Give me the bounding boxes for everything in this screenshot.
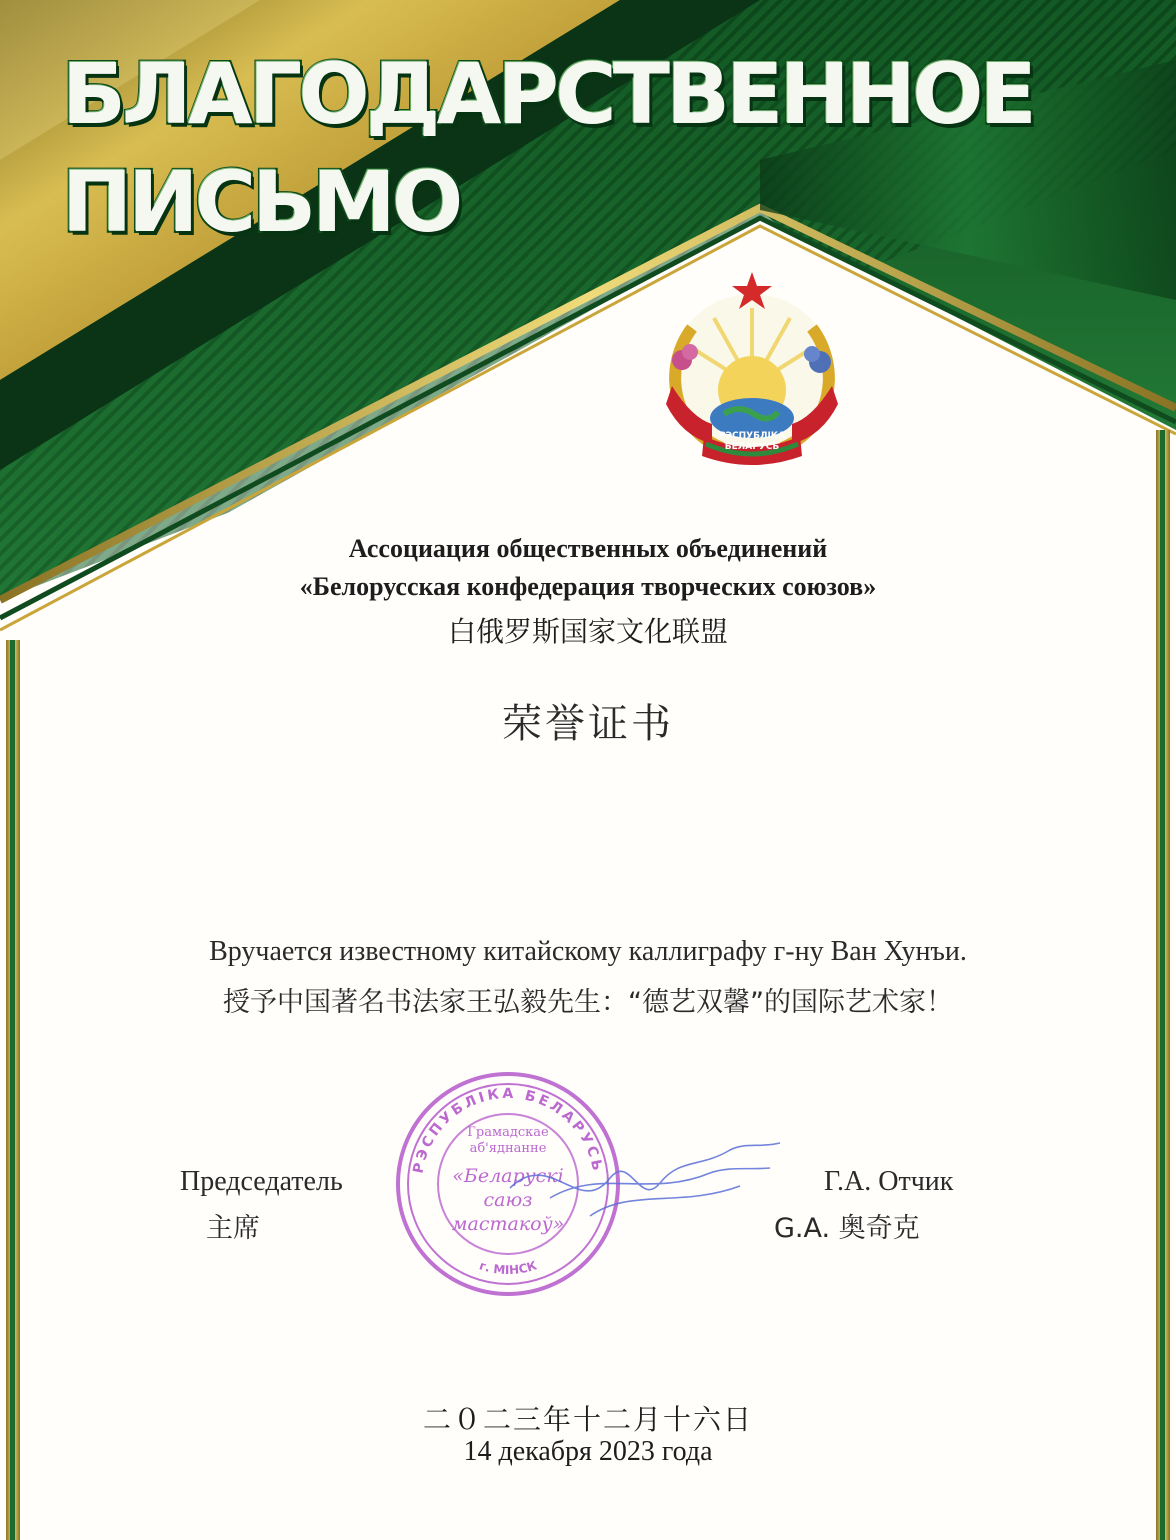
- date-ru: 14 декабря 2023 года: [463, 1436, 713, 1467]
- belarus-coat-of-arms-emblem: [652, 268, 852, 468]
- handwritten-signature: [490, 1128, 790, 1238]
- organization-name-ru-line1: Ассоциация общественных объединений: [348, 534, 828, 563]
- emblem-ribbon-text-1: РЭСПУБЛІКА: [718, 431, 786, 441]
- stamp-inner-line-4: саюз: [483, 1189, 533, 1211]
- signatory-position-ru: Председатель: [180, 1166, 343, 1197]
- title-line-2: ПИСЬМО: [62, 153, 460, 251]
- emblem-ribbon-text-2: БЕЛАРУСЬ: [724, 442, 780, 452]
- organization-name-ru-line2: «Белорусская конфедерация творческих союзов»: [299, 572, 877, 601]
- date-cn: 二０二三年十二月十六日: [422, 1403, 753, 1436]
- stamp-outer-bottom-text: г. МІНСК: [477, 1258, 539, 1278]
- stamp-outer-top-text: РЭСПУБЛІКА БЕЛАРУСЬ: [410, 1085, 606, 1175]
- stamp-inner-line-1: Грамадскае: [467, 1125, 549, 1140]
- stamp-inner-line-3: «Беларускі: [452, 1165, 564, 1187]
- award-text-cn: 授予中国著名书法家王弘毅先生：“德艺双馨”的国际艺术家！: [223, 987, 953, 1018]
- title-line-1: БЛАГОДАРСТВЕННОЕ: [62, 45, 1033, 143]
- organization-name-cn: 白俄罗斯国家文化联盟: [447, 615, 728, 648]
- svg-text:г. МІНСК: [478, 1258, 539, 1277]
- stamp-inner-line-2: аб'яднанне: [469, 1141, 547, 1156]
- award-text-ru: Вручается известному китайскому каллиграфу г-ну Ван Хунъи.: [209, 936, 967, 967]
- stamp-inner-line-5: мастакоў»: [451, 1213, 565, 1235]
- certificate-title-cn: 荣誉证书: [502, 701, 674, 747]
- signatory-name-ru: Г.А. Отчик: [824, 1166, 954, 1197]
- signatory-name-cn: G.A. 奥奇克: [774, 1213, 920, 1244]
- signatory-position-cn: 主席: [206, 1213, 260, 1244]
